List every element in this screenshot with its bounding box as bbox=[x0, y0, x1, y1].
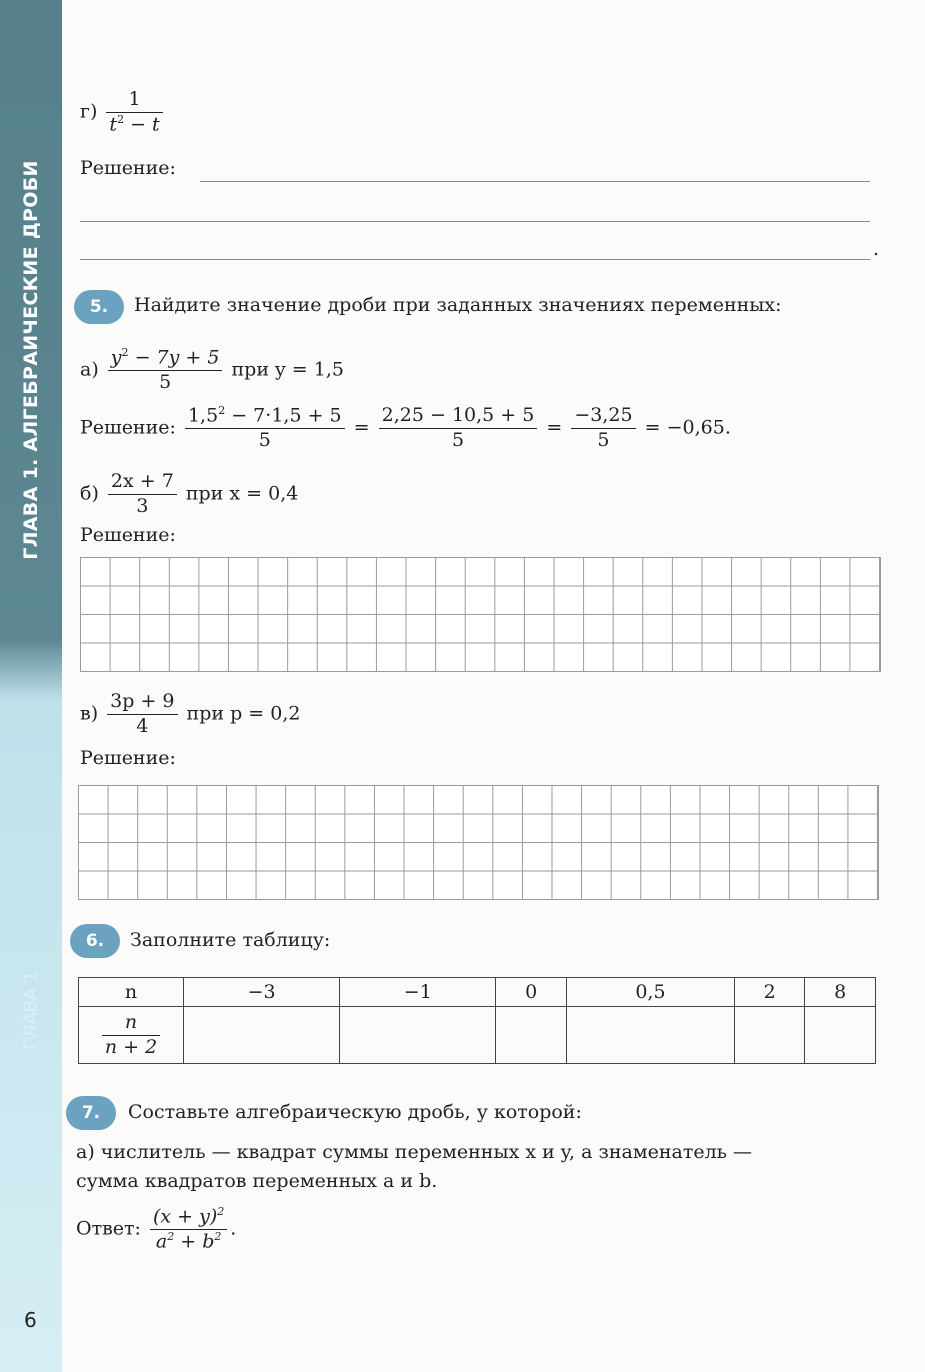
task5a-expression: а) $\frac{y^2 - 7y + 5}{5}$ при y = 1,5 bbox=[80, 346, 344, 394]
table-row-header-fraction: $\frac{n}{n + 2}$ bbox=[79, 1007, 184, 1064]
task5a-fraction: $\frac{y^2 - 7y + 5}{5}$ bbox=[108, 346, 223, 395]
table-answer-cell[interactable] bbox=[340, 1007, 496, 1064]
table-answer-cell[interactable] bbox=[734, 1007, 804, 1064]
table-cell: 8 bbox=[805, 978, 876, 1007]
page-number: 6 bbox=[24, 1308, 37, 1332]
task5v-expression: в) $\frac{3p + 9}{4}$ при p = 0,2 bbox=[80, 690, 301, 737]
task5v-solution-label: Решение: bbox=[80, 747, 176, 769]
table-cell: −3 bbox=[184, 978, 340, 1007]
task4g-label: г) bbox=[80, 100, 98, 123]
table-answer-cell[interactable] bbox=[184, 1007, 340, 1064]
answer-line bbox=[200, 181, 870, 182]
sidebar-watermark: ГЛАВА 1 bbox=[20, 970, 42, 1050]
task5a-solution: Решение: $\frac{1,5^2 - 7\cdot 1,5 + 5}{5}$ = $\frac{2,25 - 10,5 + 5}{5}$ = $\frac{-3,25}{5}$ = −0,65. bbox=[80, 404, 731, 452]
answer-end-dot: . bbox=[873, 238, 880, 260]
task-number-badge: 7. bbox=[66, 1096, 116, 1130]
answer-line bbox=[80, 259, 870, 260]
table-cell: 0,5 bbox=[566, 978, 734, 1007]
task4g-expression bbox=[80, 88, 166, 137]
table-header-n: n bbox=[79, 978, 184, 1007]
task5a-condition: при y = 1,5 bbox=[231, 358, 344, 381]
answer-label: Ответ: bbox=[76, 1217, 141, 1240]
task5-title: Найдите значение дроби при заданных значениях переменных: bbox=[134, 294, 782, 316]
task-number-badge: 5. bbox=[74, 290, 124, 324]
task5b-solution-label: Решение: bbox=[80, 524, 176, 546]
table-cell: 0 bbox=[496, 978, 566, 1007]
task7-title: Составьте алгебраическую дробь, у которой: bbox=[128, 1101, 582, 1123]
solution-grid-5b[interactable] bbox=[80, 557, 881, 672]
fill-table bbox=[78, 977, 876, 1064]
task6-title: Заполните таблицу: bbox=[130, 929, 331, 951]
table-answer-cell[interactable] bbox=[566, 1007, 734, 1064]
task-number-badge: 6. bbox=[70, 924, 120, 958]
task4g-fraction: $\frac{1}{t^2 - t}$ bbox=[106, 88, 162, 137]
solution-grid-5v[interactable] bbox=[78, 785, 879, 900]
chapter-sidebar bbox=[0, 0, 62, 1372]
answer-line bbox=[80, 221, 870, 222]
task5b-expression: б) $\frac{2x + 7}{3}$ при x = 0,4 bbox=[80, 470, 299, 517]
table-answer-cell[interactable] bbox=[496, 1007, 566, 1064]
task7a-text-line1: а) числитель — квадрат суммы переменных x и y, а знаменатель — bbox=[76, 1141, 753, 1163]
table-cell: 2 bbox=[734, 978, 804, 1007]
table-answer-cell[interactable] bbox=[805, 1007, 876, 1064]
table-cell: −1 bbox=[340, 978, 496, 1007]
chapter-title: ГЛАВА 1. АЛГЕБРАИЧЕСКИЕ ДРОБИ bbox=[20, 160, 42, 560]
task7a-text-line2: сумма квадратов переменных a и b. bbox=[76, 1170, 438, 1192]
task4g-solution-label: Решение: bbox=[80, 157, 176, 179]
task7-answer: Ответ: $\frac{(x + y)^2}{a^2 + b^2}$ . bbox=[76, 1205, 237, 1253]
